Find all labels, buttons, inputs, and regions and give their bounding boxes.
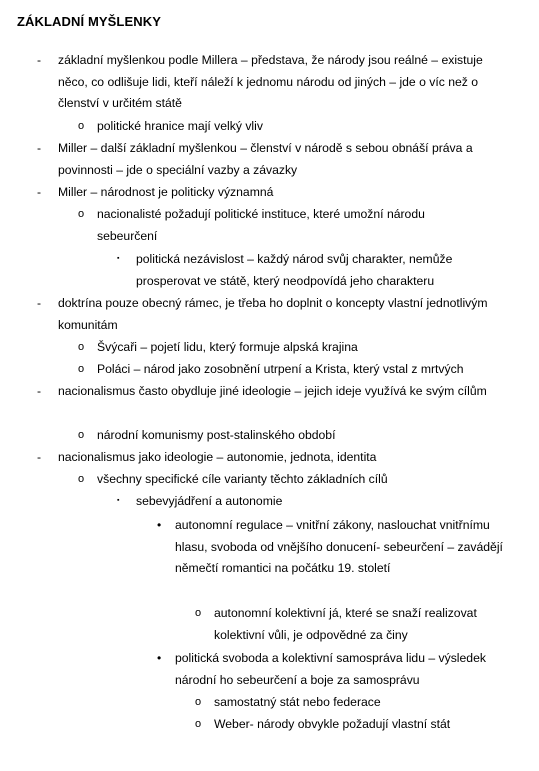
bullet-item	[78, 204, 467, 247]
circle-marker: o	[78, 363, 85, 375]
item-text: samostatný stát nebo federace	[214, 695, 381, 709]
dash-marker: -	[37, 450, 42, 464]
item-text: národní komunismy post-stalinského období	[97, 428, 336, 442]
circle-marker: o	[195, 696, 202, 708]
dash-marker: -	[37, 296, 42, 310]
circle-marker: o	[78, 429, 85, 441]
bullet-item	[195, 603, 514, 646]
item-text: sebevyjádření a autonomie	[136, 494, 283, 508]
bullet-item	[37, 182, 498, 204]
item-text: nacionalisté požadují politické instituce, které umožní národu sebeurčení	[97, 207, 425, 243]
item-text: Miller – národnost je politicky významná	[58, 185, 274, 199]
bullet-item	[37, 50, 498, 115]
bullet-item	[78, 116, 497, 138]
circle-marker: o	[78, 473, 85, 485]
square-marker: ▪	[117, 255, 120, 262]
bullet-item	[195, 714, 524, 736]
dash-marker: -	[37, 384, 42, 398]
dash-marker: -	[37, 141, 42, 155]
bullet-item	[78, 337, 497, 359]
item-text: politická nezávislost – každý národ svůj charakter, nemůže prosperovat ve státě, který neodpovídá jeho charakteru	[136, 252, 453, 288]
bullet-item	[117, 249, 486, 292]
dash-marker: -	[37, 185, 42, 199]
circle-marker: o	[195, 607, 202, 619]
item-text: Miller – další základní myšlenkou – členství v národě s sebou obnáší práva a povinnosti – jde o speciální vazby a závazky	[58, 141, 473, 177]
item-text: základní myšlenkou podle Millera – představa, že národy jsou reálné – existuje něco, co odlišuje lidi, kteří náleží k jednomu národu od jiných – jde o víc než o členství v určitém státě	[58, 53, 483, 111]
bullet-item	[37, 381, 498, 403]
item-text: politická svoboda a kolektivní samospráva lidu – výsledek národní ho sebeurčení a boje za samosprávu	[175, 651, 486, 687]
bullet-item	[78, 359, 527, 381]
item-text: doktrína pouze obecný rámec, je třeba ho doplnit o koncepty vlastní jednotlivým komunitám	[58, 296, 488, 332]
bullet-item	[78, 469, 497, 491]
circle-marker: o	[195, 718, 202, 730]
item-text: nacionalismus často obydluje jiné ideologie – jejich ideje využívá ke svým cílům	[58, 384, 487, 398]
item-text: politické hranice mají velký vliv	[97, 119, 263, 133]
bullet-item	[157, 648, 520, 691]
circle-marker: o	[78, 341, 85, 353]
item-text: všechny specifické cíle varianty těchto základních cílů	[97, 472, 388, 486]
bullet-item	[157, 515, 515, 580]
item-text: Poláci – národ jako zosobnění utrpení a Krista, který vstal z mrtvých	[97, 362, 464, 376]
bullet-item	[37, 138, 503, 181]
item-text: nacionalismus jako ideologie – autonomie, jednota, identita	[58, 450, 377, 464]
item-text: Weber- národy obvykle požadují vlastní stát	[214, 717, 451, 731]
dot-marker: •	[157, 651, 162, 665]
dot-marker: •	[157, 518, 162, 532]
item-text: autonomní kolektivní já, které se snaží realizovat kolektivní vůli, je odpovědné za činy	[214, 606, 477, 642]
square-marker: ▪	[117, 497, 120, 504]
bullet-item	[117, 491, 496, 513]
dash-marker: -	[37, 53, 42, 67]
bullet-item	[195, 692, 514, 714]
circle-marker: o	[78, 208, 85, 220]
section-heading: ZÁKLADNÍ MYŠLENKY	[17, 14, 161, 29]
item-text: autonomní regulace – vnitřní zákony, naslouchat vnitřnímu hlasu, svoboda od vnějšího donucení- sebeurčení – zavádějí němečtí romantici na počátku 19. století	[175, 518, 503, 576]
bullet-item	[37, 293, 488, 336]
bullet-item	[78, 425, 497, 447]
item-text: Švýcaři – pojetí lidu, který formuje alpská krajina	[97, 340, 358, 354]
circle-marker: o	[78, 120, 85, 132]
bullet-item	[37, 447, 498, 469]
